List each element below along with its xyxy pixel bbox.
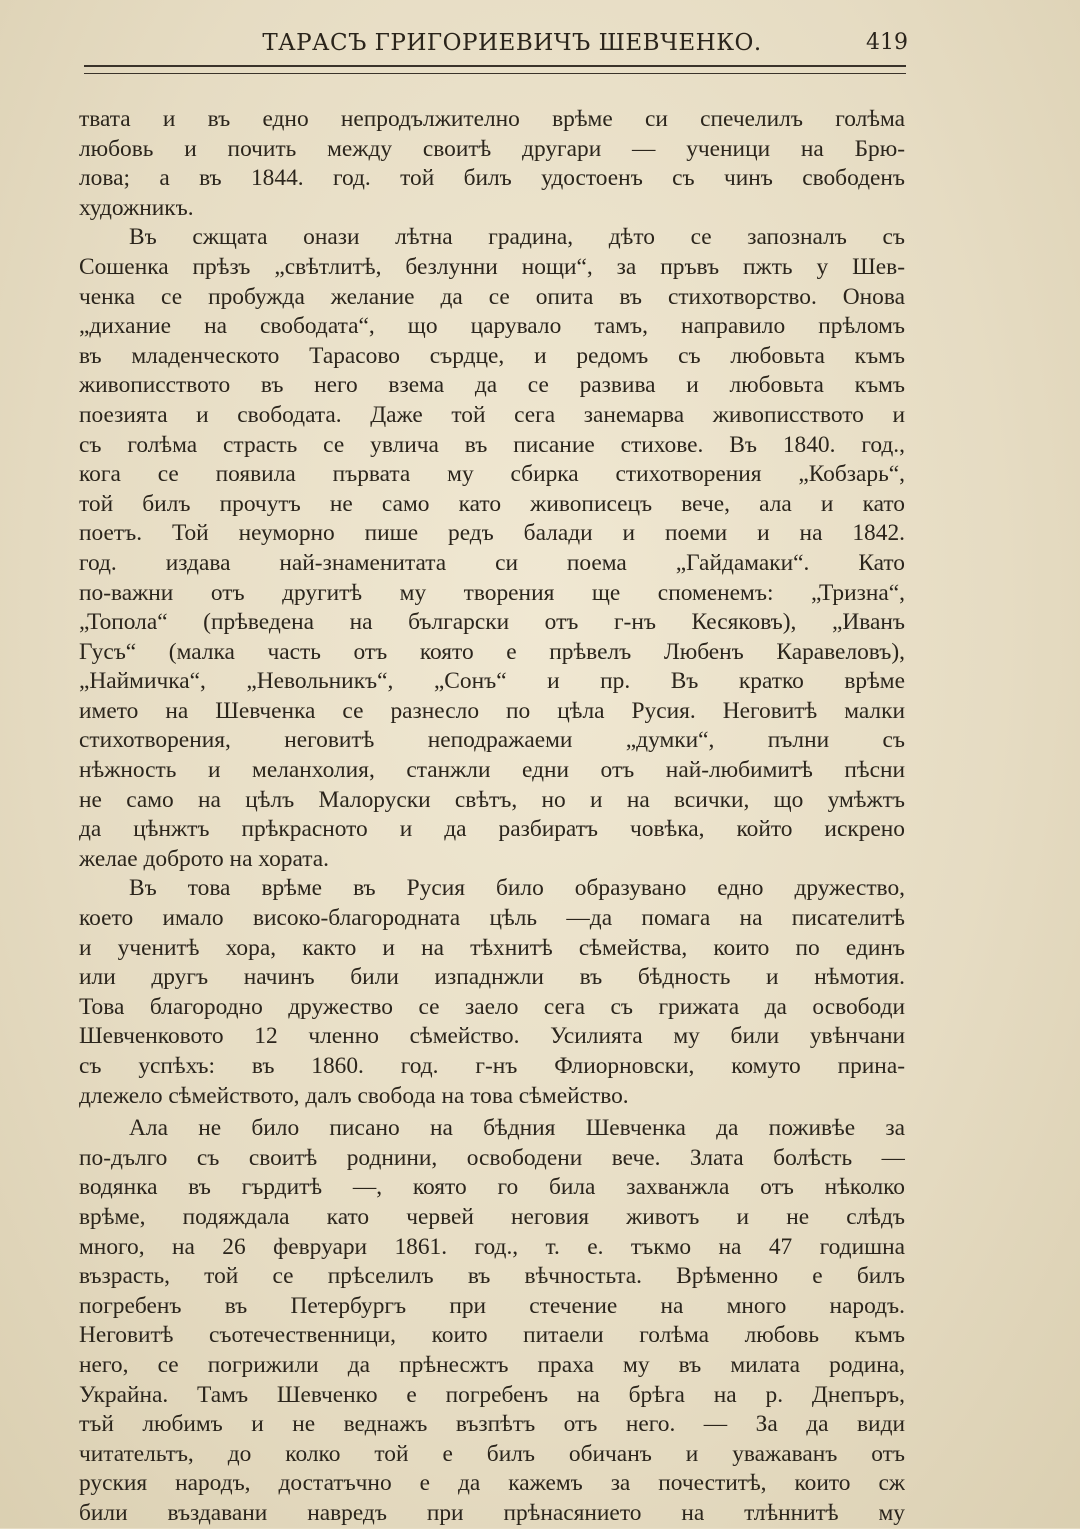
text-line: твата и въ едно непродължително врѣме си спечелилъ голѣма	[79, 106, 905, 132]
text-line: художникъ.	[79, 194, 194, 221]
text-line: Въ това врѣме въ Русия било образувано едно дружество,	[129, 875, 905, 902]
text-line: по-дълго съ своитѣ роднини, освободени вече. Злата болѣсть —	[79, 1144, 905, 1171]
text-line: Неговитѣ съотечественници, които питаели голѣма любовь къмъ	[79, 1322, 905, 1349]
text-line: Ала не било писано на бѣдния Шевченка да поживѣе за	[129, 1115, 905, 1142]
text-line: лова; а въ 1844. год. той билъ удостоенъ съ чинъ свободенъ	[79, 165, 905, 192]
text-line: поезията и свободата. Даже той сега занемарва живописството и	[79, 401, 905, 428]
text-line: името на Шевченка се разнесло по цѣла Русия. Неговитѣ малки	[79, 697, 905, 724]
text-line: поетъ. Той неуморно пише редъ балади и поеми и на 1842.	[79, 520, 905, 547]
text-line: „Топола“ (прѣведена на български отъ г-нъ Кесяковъ), „Иванъ	[79, 609, 905, 636]
text-line: не само на цѣлъ Малоруски свѣтъ, но и на всички, що умѣжтъ	[79, 786, 905, 813]
text-line: били въздавани навредъ при прѣнасянието на тлѣннитѣ му	[79, 1499, 905, 1526]
text-line: читательтъ, до колко той е билъ обичанъ и уважаванъ отъ	[79, 1440, 905, 1467]
text-line: или другъ начинъ били изпаднжли въ бѣдность и нѣмотия.	[79, 964, 905, 991]
text-line: погребенъ въ Петербургъ при стечение на много народъ.	[79, 1292, 905, 1319]
text-line: въ младенческото Тарасово сърдце, и редомъ съ любовьта къмъ	[79, 342, 905, 369]
text-line: „Наймичка“, „Невольникъ“, „Сонъ“ и пр. Въ кратко врѣме	[79, 668, 905, 695]
text-line: много, на 26 февруари 1861. год., т. е. тъкмо на 47 годишна	[79, 1233, 905, 1260]
text-line: водянка въ гърдитѣ —, която го била захванжла отъ нѣколко	[79, 1174, 905, 1201]
header-rule	[84, 65, 906, 74]
text-line: нѣжность и меланхолия, станжли едни отъ най-любимитѣ пѣсни	[79, 757, 905, 784]
text-line: Шевченковото 12 членно сѣмейство. Усилията му били увѣнчани	[79, 1023, 905, 1050]
text-line: Сошенка прѣзъ „свѣтлитѣ, безлунни нощи“, за пръвъ пжть у Шев-	[79, 253, 905, 280]
text-line: живописството въ него взема да се развива и любовьта къмъ	[79, 372, 905, 399]
text-line: руския народъ, достатъчно е да кажемъ за почеститѣ, които сж	[79, 1470, 905, 1497]
text-line: да цѣнжтъ прѣкрасното и да разбиратъ човѣка, който искрено	[79, 816, 905, 843]
text-line: любовь и почить между своитѣ другари — ученици на Брю-	[79, 135, 905, 162]
page-number: 419	[866, 30, 908, 55]
text-line: Украйна. Тамъ Шевченко е погребенъ на брѣга на р. Днепъръ,	[79, 1381, 905, 1408]
article-body	[79, 105, 905, 1529]
text-line: Гусъ“ (малка часть отъ която е прѣвелъ Любенъ Каравеловъ),	[79, 638, 905, 665]
text-line: съ голѣма страсть се увлича въ писание стихове. Въ 1840. год.,	[79, 431, 905, 458]
running-header	[82, 30, 908, 62]
text-line: желае доброто на хората.	[79, 845, 330, 872]
text-line: Въ сжщата онази лѣтна градина, дѣто се запозналъ съ	[129, 224, 905, 251]
text-line: Това благородно дружество се заело сега съ грижата да освободи	[79, 993, 905, 1020]
text-line: и ученитѣ хора, както и на тѣхнитѣ сѣмейства, които по единъ	[79, 934, 905, 961]
text-line: ченка се пробужда желание да се опита въ стихотворство. Онова	[79, 283, 905, 310]
text-line: възрасть, той се прѣселилъ въ вѣчностьта. Врѣменно е билъ	[79, 1263, 905, 1290]
text-line: него, се погрижили да прѣнесжтъ праха му въ милата родина,	[79, 1351, 905, 1378]
text-line: год. издава най-знаменитата си поема „Гайдамаки“. Като	[79, 549, 905, 576]
text-line: което имало високо-благородната цѣль —да помага на писателитѣ	[79, 905, 905, 932]
text-line: той билъ прочутъ не само като живописецъ вече, ала и като	[79, 490, 905, 517]
text-line: съ успѣхъ: въ 1860. год. г-нъ Флиорновски, комуто прина-	[79, 1053, 905, 1079]
text-line: стихотворения, неговитѣ неподражаеми „думки“, пълни съ	[79, 727, 905, 754]
text-line: тъй любимъ и не веднажъ възпѣтъ отъ него. — За да види	[79, 1411, 905, 1438]
text-line: по-важни отъ другитѣ му творения ще споменемъ: „Тризна“,	[79, 579, 905, 606]
text-line: кога се появила първата му сбирка стихотворения „Кобзарь“,	[79, 461, 905, 488]
header-title: ТАРАСЪ ГРИГОРИЕВИЧЪ ШЕВЧЕНКО.	[262, 30, 762, 56]
text-line: „дихание на свободата“, що царувало тамъ, направило прѣломъ	[79, 313, 905, 340]
text-line: врѣме, подяждала като червей неговия животъ и не слѣдъ	[79, 1203, 905, 1230]
text-line: длежело сѣмейството, далъ свобода на това сѣмейство.	[79, 1082, 629, 1109]
